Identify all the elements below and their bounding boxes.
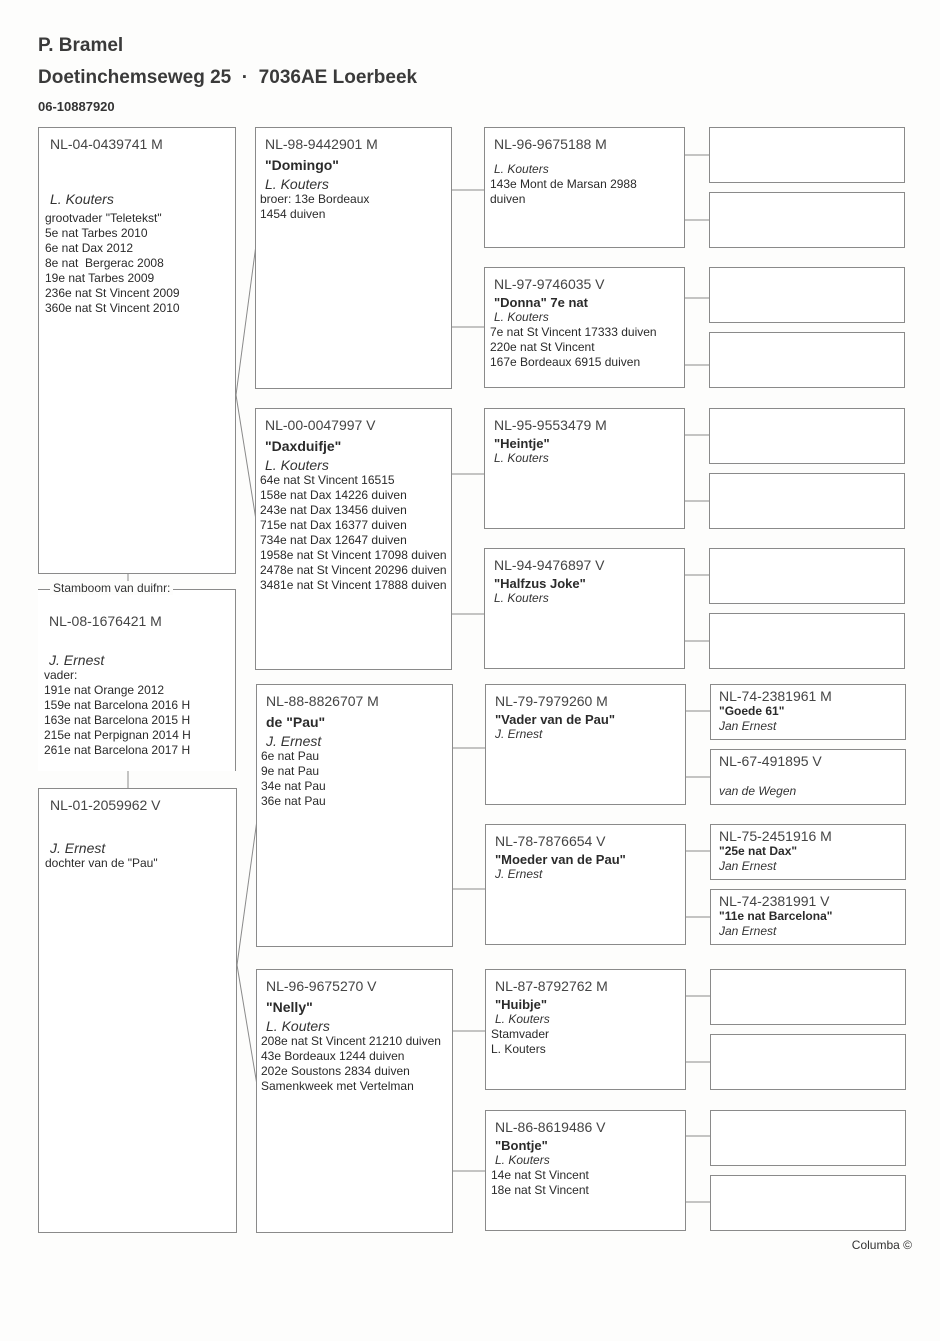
gen3-name: "Donna" 7e nat [494,295,588,310]
owner-address: Doetinchemseweg 25 · 7036AE Loerbeek [38,67,418,88]
pedigree-card-gen3 [485,969,686,1090]
pedigree-card-nelly [256,969,453,1233]
gen4-ring: NL-74-2381991 V [719,893,830,909]
gen3-name: "Halfzus Joke" [494,576,586,591]
gen3-breeder: L. Kouters [494,310,549,324]
pigeon-line: 19e nat Tarbes 2009 [45,271,155,285]
nelly-name: "Nelly" [266,999,313,1015]
stamboom-line: 163e nat Barcelona 2015 H [44,713,191,727]
pigeon-line: 5e nat Tarbes 2010 [45,226,148,240]
pedigree-card-gen3 [484,267,685,388]
gen4-ring: NL-75-2451916 M [719,828,832,844]
nelly-line: 43e Bordeaux 1244 duiven [261,1049,405,1063]
nelly-breeder: L. Kouters [266,1018,330,1034]
domingo-name: "Domingo" [265,157,339,173]
daxduifje-ring: NL-00-0047997 V [265,417,376,433]
nelly-line: 202e Soustons 2834 duiven [261,1064,410,1078]
pedigree-card-gen4 [710,684,906,740]
pedigree-card-gen3 [485,684,686,805]
domingo-breeder: L. Kouters [265,176,329,192]
footer-brand: Columba © [851,1238,912,1252]
gen3-name: "Bontje" [495,1138,548,1153]
empty-ancestor-box [709,127,905,183]
empty-ancestor-box [709,548,905,604]
daxduifje-line: 243e nat Dax 13456 duiven [260,503,407,517]
gen3-name: "Huibje" [495,997,548,1012]
pau-line: 6e nat Pau [261,749,320,763]
pau-line: 34e nat Pau [261,779,326,793]
nelly-line: Samenkweek met Vertelman [261,1079,414,1093]
gen4-ring: NL-74-2381961 M [719,688,832,704]
stamboom-line: 159e nat Barcelona 2016 H [44,698,191,712]
pigeon-line: 8e nat Bergerac 2008 [45,256,164,270]
pigeon-line: 360e nat St Vincent 2010 [45,301,180,315]
empty-ancestor-box [710,969,906,1025]
mother-line: dochter van de "Pau" [45,856,158,870]
gen3-breeder: J. Ernest [495,867,543,881]
nelly-ring: NL-96-9675270 V [266,978,377,994]
pau-name: de "Pau" [266,714,326,730]
pau-line: 9e nat Pau [261,764,320,778]
pedigree-card-gen4 [710,824,906,880]
stamboom-card [38,589,236,771]
daxduifje-name: "Daxduifje" [265,438,342,454]
daxduifje-breeder: L. Kouters [265,457,329,473]
daxduifje-line: 715e nat Dax 16377 duiven [260,518,407,532]
pigeon-ring: NL-04-0439741 M [50,136,163,152]
stamboom-line: 215e nat Perpignan 2014 H [44,728,191,742]
gen3-line: 18e nat St Vincent [491,1183,589,1197]
domingo-ring: NL-98-9442901 M [265,136,378,152]
pedigree-card-gen4 [710,749,906,805]
gen3-ring: NL-96-9675188 M [494,136,607,152]
stamboom-label: Stamboom van duifnr: [50,581,173,595]
pigeon-card [38,127,236,574]
pigeon-line: grootvader "Teletekst" [45,211,162,225]
gen3-line: 220e nat St Vincent [490,340,595,354]
gen3-line: 143e Mont de Marsan 2988 [490,177,637,191]
gen3-line: 167e Bordeaux 6915 duiven [490,355,641,369]
domingo-line: broer: 13e Bordeaux [260,192,370,206]
pigeon-line: 236e nat St Vincent 2009 [45,286,180,300]
empty-ancestor-box [709,332,905,388]
pigeon-breeder: L. Kouters [50,191,114,207]
empty-ancestor-box [710,1034,906,1090]
pau-breeder: J. Ernest [266,733,322,749]
stamboom-breeder: J. Ernest [49,652,105,668]
mother-breeder: J. Ernest [50,840,106,856]
gen3-breeder: L. Kouters [494,451,549,465]
empty-ancestor-box [709,267,905,323]
pedigree-card-gen3 [484,127,685,248]
daxduifje-line: 2478e nat St Vincent 20296 duiven [260,563,447,577]
gen4-name: "25e nat Dax" [719,844,798,858]
gen3-ring: NL-86-8619486 V [495,1119,606,1135]
pedigree-card-pau [256,684,453,947]
pedigree-card-gen3 [484,548,685,669]
gen4-name: "11e nat Barcelona" [719,909,833,923]
gen4-breeder: Jan Ernest [719,924,777,938]
pedigree-card-gen3 [484,408,685,529]
gen4-name: "Goede 61" [719,704,785,718]
pedigree-card-gen4 [710,889,906,945]
gen3-ring: NL-95-9553479 M [494,417,607,433]
gen3-name: "Vader van de Pau" [495,712,615,727]
daxduifje-line: 158e nat Dax 14226 duiven [260,488,407,502]
empty-ancestor-box [709,473,905,529]
gen3-ring: NL-78-7876654 V [495,833,606,849]
gen3-name: "Heintje" [494,436,550,451]
daxduifje-line: 1958e nat St Vincent 17098 duiven [260,548,447,562]
empty-ancestor-box [710,1175,906,1231]
gen3-line: 14e nat St Vincent [491,1168,589,1182]
stamboom-ring: NL-08-1676421 M [49,613,162,629]
gen3-line: L. Kouters [491,1042,546,1056]
pau-ring: NL-88-8826707 M [266,693,379,709]
gen3-line: Stamvader [491,1027,550,1041]
gen3-line: duiven [490,192,526,206]
owner-phone: 06-10887920 [38,99,115,114]
pedigree-card-gen3 [485,824,686,945]
mother-card [38,788,237,1233]
pau-line: 36e nat Pau [261,794,326,808]
gen3-ring: NL-97-9746035 V [494,276,605,292]
gen3-name: "Moeder van de Pau" [495,852,626,867]
daxduifje-line: 734e nat Dax 12647 duiven [260,533,407,547]
gen3-ring: NL-94-9476897 V [494,557,605,573]
empty-ancestor-box [709,408,905,464]
mother-ring: NL-01-2059962 V [50,797,161,813]
pigeon-line: 6e nat Dax 2012 [45,241,134,255]
daxduifje-line: 3481e nat St Vincent 17888 duiven [260,578,447,592]
empty-ancestor-box [709,613,905,669]
pedigree-card-domingo [255,127,452,389]
gen3-line: 7e nat St Vincent 17333 duiven [490,325,657,339]
gen3-breeder: L. Kouters [495,1012,550,1026]
daxduifje-line: 64e nat St Vincent 16515 [260,473,395,487]
stamboom-line: vader: [44,668,78,682]
owner-name: P. Bramel [38,35,124,56]
empty-ancestor-box [709,192,905,248]
gen3-breeder: L. Kouters [495,1153,550,1167]
gen3-ring: NL-87-8792762 M [495,978,608,994]
pedigree-card-gen3 [485,1110,686,1231]
gen4-ring: NL-67-491895 V [719,753,822,769]
stamboom-line: 261e nat Barcelona 2017 H [44,743,191,757]
domingo-line: 1454 duiven [260,207,326,221]
gen4-breeder: Jan Ernest [719,719,777,733]
stamboom-line: 191e nat Orange 2012 [44,683,165,697]
gen3-breeder: J. Ernest [495,727,543,741]
gen3-breeder: L. Kouters [494,162,549,176]
nelly-line: 208e nat St Vincent 21210 duiven [261,1034,441,1048]
empty-ancestor-box [710,1110,906,1166]
pedigree-card-daxduifje [255,408,452,670]
gen4-breeder: Jan Ernest [719,859,777,873]
gen4-breeder: van de Wegen [719,784,797,798]
gen3-ring: NL-79-7979260 M [495,693,608,709]
gen3-breeder: L. Kouters [494,591,549,605]
